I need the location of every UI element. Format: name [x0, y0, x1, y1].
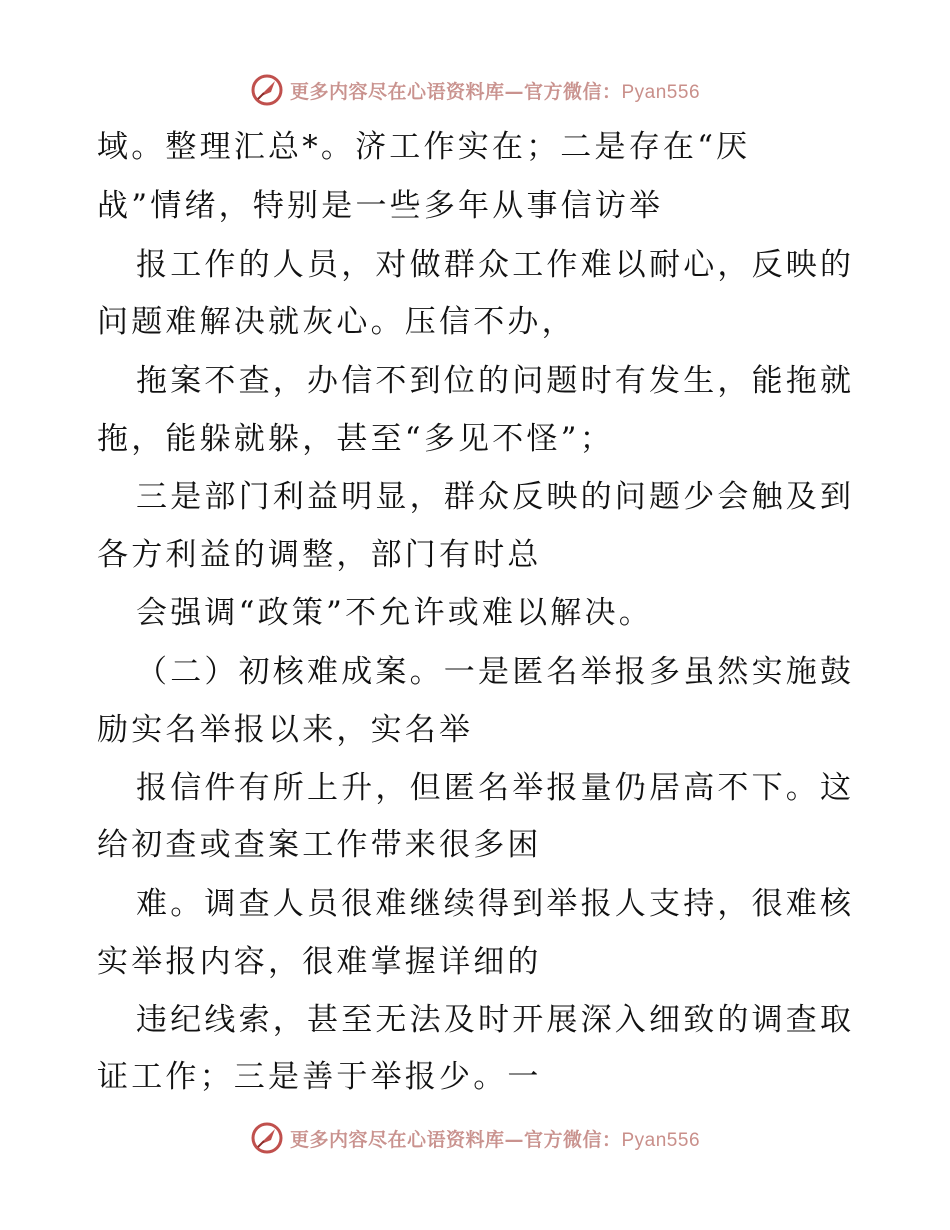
text-line: 实举报内容，很难掌握详细的: [97, 944, 542, 980]
watermark-text: 更多内容尽在心语资料库—官方微信：Pyan556: [289, 80, 701, 103]
text-line: 拖案不查，办信不到位的问题时有发生，能拖就: [136, 363, 855, 399]
text-line: 报信件有所上升，但匿名举报量仍居高不下。这: [136, 770, 855, 806]
text-line: （二）初核难成案。一是匿名举报多虽然实施鼓: [136, 654, 855, 690]
quill-logo-icon: [250, 1121, 284, 1155]
text-line: 给初查或查案工作带来很多困: [97, 827, 542, 863]
text-line: 励实名举报以来，实名举: [97, 712, 474, 748]
text-line: 会强调“政策”不允许或难以解决。: [136, 595, 653, 631]
text-line: 拖，能躲就躲，甚至“多见不怪”；: [97, 421, 614, 457]
text-line: 违纪线索，甚至无法及时开展深入细致的调查取: [136, 1002, 855, 1038]
text-line: 报工作的人员，对做群众工作难以耐心，反映的: [136, 247, 855, 283]
text-line: 证工作；三是善于举报少。一: [97, 1059, 542, 1095]
text-line: 各方利益的调整，部门有时总: [97, 537, 542, 573]
text-line: 域。整理汇总*。济工作实在；二是存在“厌: [97, 129, 751, 165]
text-line: 三是部门利益明显，群众反映的问题少会触及到: [136, 479, 855, 515]
watermark-text: 更多内容尽在心语资料库—官方微信：Pyan556: [289, 1128, 701, 1151]
watermark-footer: [0, 1118, 950, 1158]
text-line: 战”情绪，特别是一些多年从事信访举: [97, 188, 664, 224]
text-line: 问题难解决就灰心。压信不办，: [97, 304, 576, 340]
text-line: 难。调查人员很难继续得到举报人支持，很难核: [136, 886, 855, 922]
